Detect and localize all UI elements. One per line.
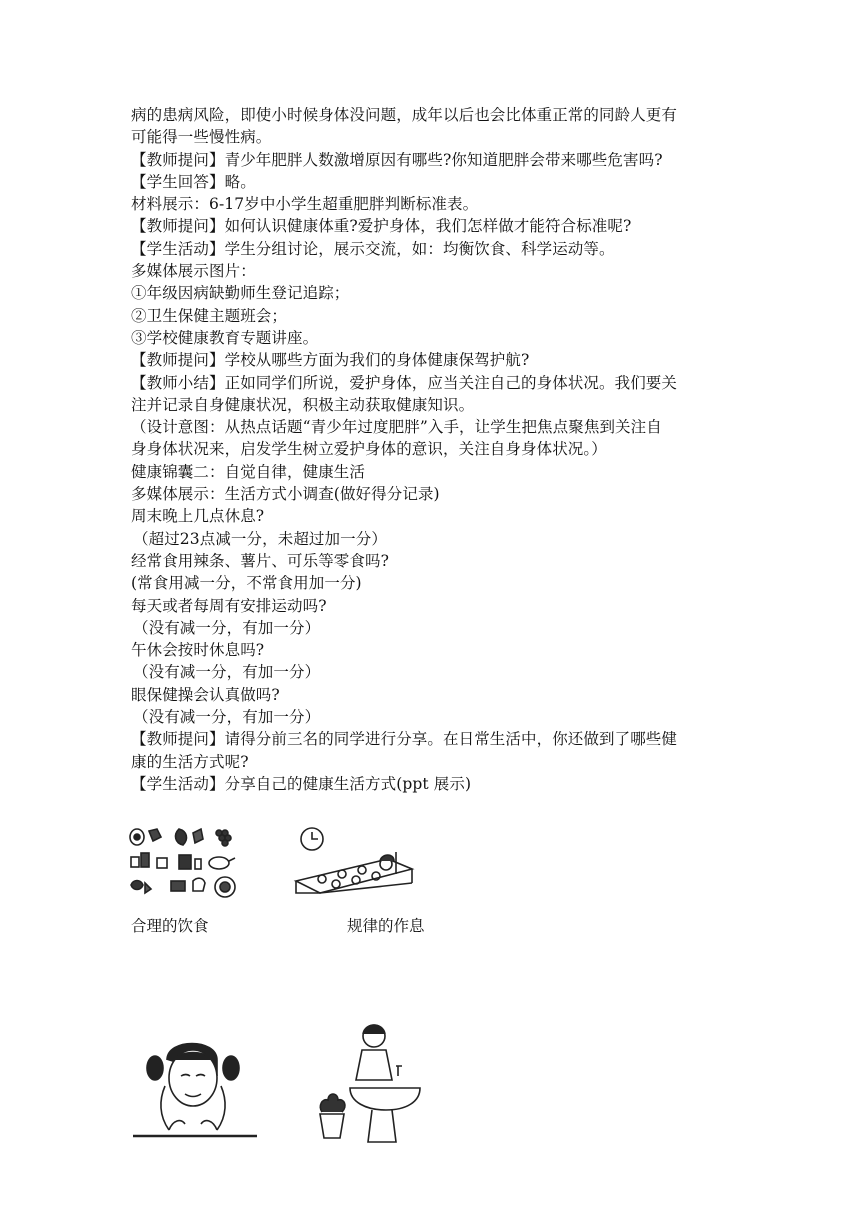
handwashing-girl-icon [312,1022,430,1144]
text-line: 可能得一些慢性病。 [131,128,272,147]
caption-diet: 合理的饮食 [131,917,209,935]
text-line: 【学生活动】分享自己的健康生活方式(ppt 展示) [131,774,472,793]
sleeping-child-icon [292,826,418,904]
text-line: 午休会按时休息吗? [131,641,265,660]
text-line: 【教师提问】青少年肥胖人数激增原因有哪些?你知道肥胖会带来哪些危害吗? [131,150,663,169]
text-line: 【教师提问】如何认识健康体重?爱护身体，我们怎样做才能符合标准呢? [131,217,632,236]
text-line: (常食用减一分，不常食用加一分) [131,574,362,593]
text-line: ①年级因病缺勤师生登记追踪； [131,284,350,303]
text-line: （设计意图：从热点话题“青少年过度肥胖”入手，让学生把焦点聚焦到关注自 [131,418,662,437]
text-line: （没有减一分，有加一分） [133,618,321,637]
text-line: 病的患病风险，即使小时候身体没问题，成年以后也会比体重正常的同龄人更有 [131,106,678,124]
text-line: 多媒体展示图片： [131,262,256,281]
text-line: 【教师提问】请得分前三名的同学进行分享。在日常生活中，你还做到了哪些健 [131,730,678,749]
text-line: 多媒体展示：生活方式小调查(做好得分记录) [131,485,440,504]
text-line: 注并记录自身健康状况，积极主动获取健康知识。 [131,395,475,414]
text-line: 眼保健操会认真做吗? [131,685,280,704]
eye-exercise-girl-icon [133,1036,257,1140]
text-line: 康的生活方式呢? [131,752,249,771]
text-line: 【教师提问】学校从哪些方面为我们的身体健康保驾护航? [131,351,530,370]
text-line: 健康锦囊二：自觉自律，健康生活 [131,462,366,481]
text-line: 经常食用辣条、薯片、可乐等零食吗? [131,551,390,570]
caption-sleep: 规律的作息 [347,917,425,935]
lesson-text [131,104,731,795]
text-line: 身身体状况来，启发学生树立爱护身体的意识，关注自身身体状况。） [131,440,607,459]
text-line: 【学生回答】略。 [131,172,256,191]
text-line: （没有减一分，有加一分） [133,663,321,682]
text-line: 每天或者每周有安排运动吗? [131,596,327,615]
healthy-food-icon [127,825,252,903]
text-line: 【学生活动】学生分组讨论，展示交流，如：均衡饮食、科学运动等。 [131,239,615,258]
text-line: （没有减一分，有加一分） [133,708,321,727]
text-line: 【教师小结】正如同学们所说，爱护身体，应当关注自己的身体状况。我们要关 [131,373,678,392]
text-line: 周末晚上几点休息? [131,507,265,526]
text-line: ③学校健康教育专题讲座。 [131,328,319,347]
text-line: （超过23点减一分，未超过加一分） [133,529,387,548]
text-line: 材料展示：6-17岁中小学生超重肥胖判断标准表。 [131,195,479,214]
text-line: ②卫生保健主题班会； [131,306,288,325]
